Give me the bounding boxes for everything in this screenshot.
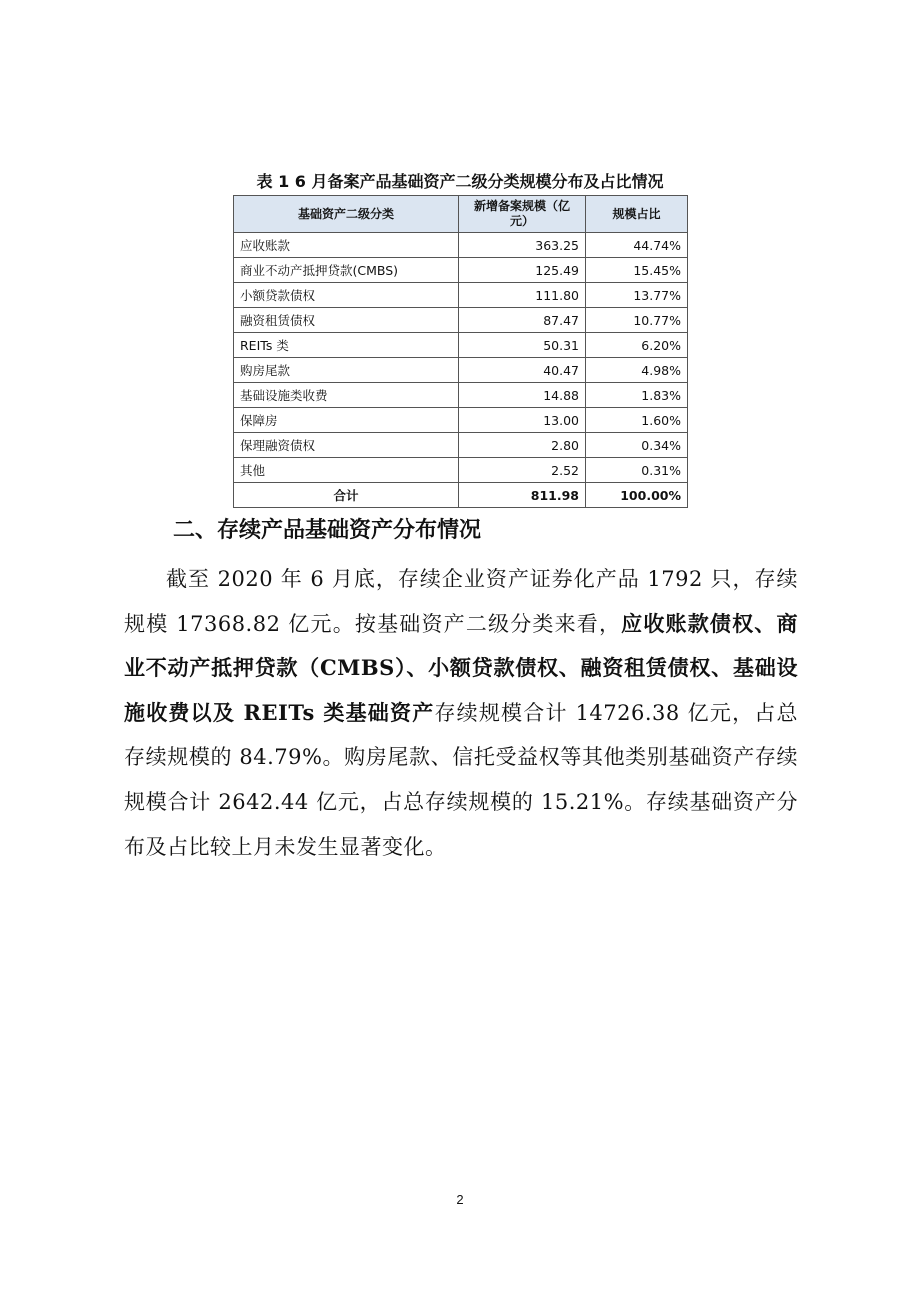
row-category: 其他 [234, 458, 459, 483]
row-category: 应收账款 [234, 233, 459, 258]
table-row [234, 258, 688, 283]
row-share: 4.98% [586, 358, 688, 383]
table-row [234, 408, 688, 433]
row-category: 小额贷款债权 [234, 283, 459, 308]
row-amount: 13.00 [459, 408, 586, 433]
table-row [234, 308, 688, 333]
row-amount: 14.88 [459, 383, 586, 408]
table-row [234, 333, 688, 358]
row-share: 1.60% [586, 408, 688, 433]
row-amount: 363.25 [459, 233, 586, 258]
row-share: 15.45% [586, 258, 688, 283]
table-row [234, 383, 688, 408]
row-amount: 87.47 [459, 308, 586, 333]
row-amount: 2.80 [459, 433, 586, 458]
row-category: 购房尾款 [234, 358, 459, 383]
row-category: 保理融资债权 [234, 433, 459, 458]
paragraph-part2: 存续规模合计 14726.38 亿元，占总存续规模的 84.79%。购房尾款、信托受益权等其他类别基础资产存续规模合计 2642.44 亿元，占总存续规模的 15.21%。存续基础资产分布及占比较上月未发生显著变化。 [124, 700, 798, 859]
table-row [234, 233, 688, 258]
paragraph-bold: 应收账款债权、商业不动产抵押贷款（CMBS）、小额贷款债权、融资租赁债权、基础设施收费以及 REITs 类基础资产 [124, 610, 799, 725]
row-amount: 40.47 [459, 358, 586, 383]
table-caption: 表 1 6 月备案产品基础资产二级分类规模分布及占比情况 [256, 172, 664, 191]
paragraph-part1: 截至 2020 年 6 月底，存续企业资产证券化产品 1792 只，存续规模 17368.82 亿元。按基础资产二级分类来看， [124, 567, 798, 636]
page-number: 2 [456, 1192, 464, 1207]
table-row [234, 458, 688, 483]
row-amount: 111.80 [459, 283, 586, 308]
row-category: 商业不动产抵押贷款(CMBS) [234, 258, 459, 283]
row-category: 保障房 [234, 408, 459, 433]
row-category: REITs 类 [234, 333, 459, 358]
total-label: 合计 [234, 483, 459, 508]
section-heading: 二、存续产品基础资产分布情况 [173, 518, 482, 543]
table-header-row [234, 196, 688, 233]
table-row [234, 283, 688, 308]
body-paragraph [124, 557, 798, 869]
row-amount: 50.31 [459, 333, 586, 358]
total-share: 100.00% [586, 483, 688, 508]
row-share: 10.77% [586, 308, 688, 333]
row-share: 0.31% [586, 458, 688, 483]
row-share: 44.74% [586, 233, 688, 258]
row-share: 13.77% [586, 283, 688, 308]
asset-distribution-table [233, 195, 688, 508]
header-category: 基础资产二级分类 [234, 196, 459, 233]
table-total-row [234, 483, 688, 508]
row-amount: 2.52 [459, 458, 586, 483]
header-amount: 新增备案规模（亿元） [459, 196, 586, 233]
table-row [234, 433, 688, 458]
row-category: 融资租赁债权 [234, 308, 459, 333]
row-share: 0.34% [586, 433, 688, 458]
row-share: 1.83% [586, 383, 688, 408]
table-row [234, 358, 688, 383]
row-category: 基础设施类收费 [234, 383, 459, 408]
row-amount: 125.49 [459, 258, 586, 283]
header-share: 规模占比 [586, 196, 688, 233]
row-share: 6.20% [586, 333, 688, 358]
total-amount: 811.98 [459, 483, 586, 508]
